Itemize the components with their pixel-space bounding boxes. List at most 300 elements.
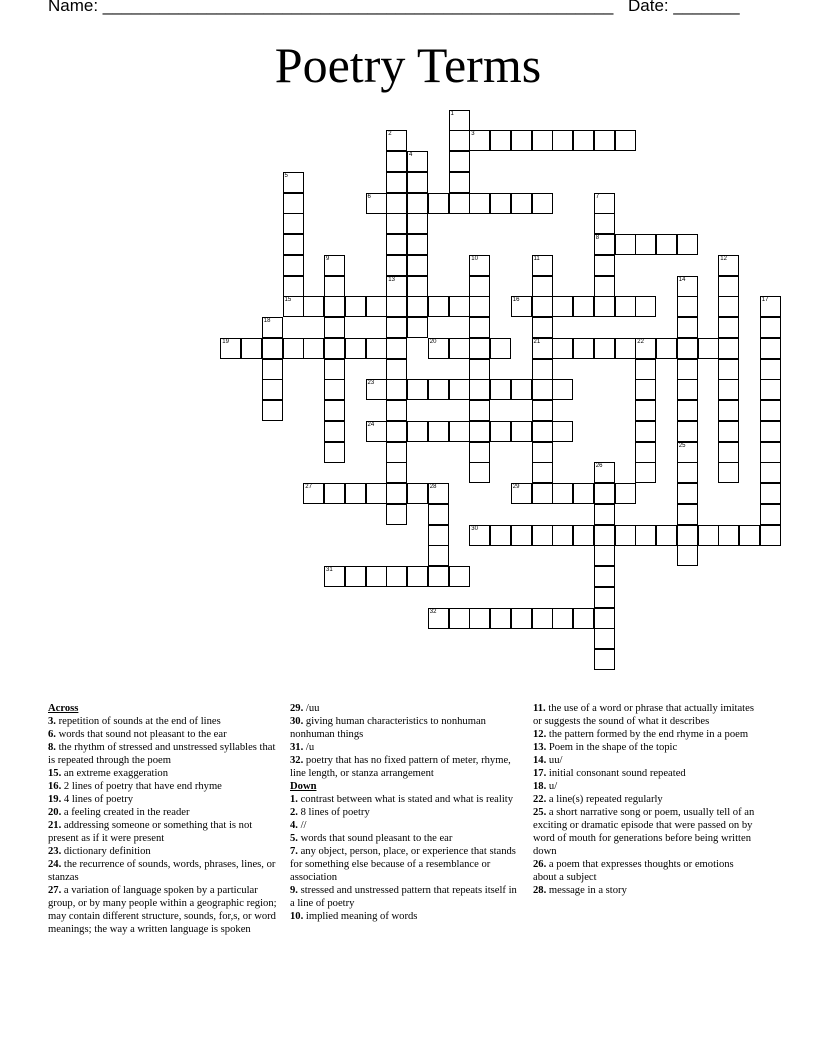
grid-cell[interactable] <box>594 276 615 297</box>
grid-cell[interactable] <box>283 276 304 297</box>
grid-cell[interactable] <box>760 359 781 380</box>
grid-cell[interactable] <box>718 379 739 400</box>
clue-number: 16. <box>48 781 62 792</box>
grid-cell[interactable] <box>615 130 636 151</box>
grid-cell[interactable] <box>407 317 428 338</box>
clue-number: 5. <box>290 833 298 844</box>
grid-cell[interactable] <box>490 193 511 214</box>
grid-cell[interactable] <box>324 255 345 276</box>
clue-text: a feeling created in the reader <box>63 807 190 818</box>
clue-number: 31 <box>326 567 333 573</box>
grid-cell[interactable] <box>677 234 698 255</box>
grid-cell[interactable] <box>490 525 511 546</box>
grid-cell[interactable] <box>262 317 283 338</box>
grid-cell[interactable] <box>386 442 407 463</box>
grid-cell[interactable] <box>656 234 677 255</box>
grid-cell[interactable] <box>469 276 490 297</box>
grid-cell[interactable] <box>677 483 698 504</box>
grid-cell[interactable] <box>677 545 698 566</box>
grid-cell[interactable] <box>760 525 781 546</box>
grid-cell[interactable] <box>490 130 511 151</box>
grid-cell[interactable] <box>635 338 656 359</box>
grid-cell[interactable] <box>469 400 490 421</box>
grid-cell[interactable] <box>490 379 511 400</box>
grid-cell[interactable] <box>635 421 656 442</box>
grid-cell[interactable] <box>594 566 615 587</box>
clue-number: 17. <box>533 768 547 779</box>
grid-cell[interactable] <box>303 338 324 359</box>
grid-cell[interactable] <box>386 421 407 442</box>
grid-cell[interactable] <box>407 421 428 442</box>
grid-cell[interactable] <box>469 193 490 214</box>
grid-cell[interactable] <box>615 234 636 255</box>
grid-cell[interactable] <box>386 130 407 151</box>
down-clue <box>533 780 758 793</box>
across-clue <box>48 819 283 845</box>
grid-cell[interactable] <box>760 504 781 525</box>
grid-cell[interactable] <box>386 379 407 400</box>
grid-cell[interactable] <box>407 566 428 587</box>
grid-cell[interactable] <box>449 566 470 587</box>
grid-cell[interactable] <box>449 172 470 193</box>
grid-cell[interactable] <box>386 276 407 297</box>
grid-cell[interactable] <box>407 213 428 234</box>
grid-cell[interactable] <box>428 504 449 525</box>
grid-cell[interactable] <box>469 359 490 380</box>
across-heading: Across <box>48 703 79 714</box>
grid-cell[interactable] <box>386 213 407 234</box>
grid-cell[interactable] <box>552 608 573 629</box>
grid-cell[interactable] <box>511 130 532 151</box>
grid-cell[interactable] <box>532 130 553 151</box>
across-clue <box>48 780 283 793</box>
grid-cell[interactable] <box>511 193 532 214</box>
down-clue <box>290 806 522 819</box>
grid-cell[interactable] <box>594 234 615 255</box>
grid-cell[interactable] <box>573 296 594 317</box>
grid-cell[interactable] <box>718 338 739 359</box>
grid-cell[interactable] <box>532 193 553 214</box>
grid-cell[interactable] <box>532 317 553 338</box>
grid-cell[interactable] <box>386 255 407 276</box>
grid-cell[interactable] <box>656 525 677 546</box>
grid-cell[interactable] <box>511 379 532 400</box>
grid-cell[interactable] <box>386 172 407 193</box>
clues-column-3 <box>533 702 758 897</box>
grid-cell[interactable] <box>760 296 781 317</box>
grid-cell[interactable] <box>635 400 656 421</box>
grid-cell[interactable] <box>407 296 428 317</box>
grid-cell[interactable] <box>552 483 573 504</box>
grid-cell[interactable] <box>469 462 490 483</box>
grid-cell[interactable] <box>469 255 490 276</box>
grid-cell[interactable] <box>407 151 428 172</box>
grid-cell[interactable] <box>469 296 490 317</box>
grid-cell[interactable] <box>428 379 449 400</box>
grid-cell[interactable] <box>677 421 698 442</box>
clue-number: 15. <box>48 768 62 779</box>
grid-cell[interactable] <box>677 338 698 359</box>
grid-cell[interactable] <box>324 276 345 297</box>
grid-cell[interactable] <box>532 400 553 421</box>
grid-cell[interactable] <box>386 400 407 421</box>
down-clue <box>290 845 522 884</box>
grid-cell[interactable] <box>386 566 407 587</box>
date-label: Date: _______ <box>628 0 740 15</box>
grid-cell[interactable] <box>532 421 553 442</box>
grid-cell[interactable] <box>594 587 615 608</box>
clue-text: words that sound pleasant to the ear <box>300 833 453 844</box>
grid-cell[interactable] <box>635 379 656 400</box>
clue-number: 21. <box>48 820 62 831</box>
grid-cell[interactable] <box>615 525 636 546</box>
grid-cell[interactable] <box>386 193 407 214</box>
grid-cell[interactable] <box>324 338 345 359</box>
grid-cell[interactable] <box>594 525 615 546</box>
grid-cell[interactable] <box>635 442 656 463</box>
grid-cell[interactable] <box>428 545 449 566</box>
grid-cell[interactable] <box>532 462 553 483</box>
grid-cell[interactable] <box>552 421 573 442</box>
grid-cell[interactable] <box>428 421 449 442</box>
grid-cell[interactable] <box>532 483 553 504</box>
grid-cell[interactable] <box>698 525 719 546</box>
grid-cell[interactable] <box>594 193 615 214</box>
grid-cell[interactable] <box>532 255 553 276</box>
grid-cell[interactable] <box>366 421 387 442</box>
clue-number: 28. <box>533 885 547 896</box>
grid-cell[interactable] <box>262 400 283 421</box>
clue-number: 4. <box>290 820 298 831</box>
grid-cell[interactable] <box>532 359 553 380</box>
grid-cell[interactable] <box>428 193 449 214</box>
grid-cell[interactable] <box>594 608 615 629</box>
grid-cell[interactable] <box>718 462 739 483</box>
grid-cell[interactable] <box>262 359 283 380</box>
grid-cell[interactable] <box>220 338 241 359</box>
grid-cell[interactable] <box>469 608 490 629</box>
grid-cell[interactable] <box>449 379 470 400</box>
grid-cell[interactable] <box>594 628 615 649</box>
grid-cell[interactable] <box>573 483 594 504</box>
grid-cell[interactable] <box>760 379 781 400</box>
clue-number: 15 <box>284 297 292 304</box>
grid-cell[interactable] <box>718 525 739 546</box>
grid-cell[interactable] <box>552 379 573 400</box>
clue-number: 9 <box>326 255 330 262</box>
grid-cell[interactable] <box>677 504 698 525</box>
grid-cell[interactable] <box>386 462 407 483</box>
grid-cell[interactable] <box>552 296 573 317</box>
grid-cell[interactable] <box>594 504 615 525</box>
grid-cell[interactable] <box>635 234 656 255</box>
grid-cell[interactable] <box>428 566 449 587</box>
clue-number: 8. <box>48 742 56 753</box>
grid-cell[interactable] <box>303 483 324 504</box>
grid-cell[interactable] <box>739 525 760 546</box>
grid-cell[interactable] <box>428 296 449 317</box>
grid-cell[interactable] <box>449 608 470 629</box>
grid-cell[interactable] <box>677 525 698 546</box>
grid-cell[interactable] <box>283 296 304 317</box>
clue-text: /uu <box>305 703 320 714</box>
grid-cell[interactable] <box>677 379 698 400</box>
grid-cell[interactable] <box>241 338 262 359</box>
grid-cell[interactable] <box>366 193 387 214</box>
clue-number: 13. <box>533 742 547 753</box>
grid-cell[interactable] <box>656 338 677 359</box>
grid-cell[interactable] <box>283 255 304 276</box>
grid-cell[interactable] <box>386 151 407 172</box>
grid-cell[interactable] <box>718 255 739 276</box>
clue-number: 1 <box>450 110 454 117</box>
grid-cell[interactable] <box>615 338 636 359</box>
down-clue <box>290 832 522 845</box>
grid-cell[interactable] <box>386 338 407 359</box>
grid-cell[interactable] <box>677 296 698 317</box>
grid-cell[interactable] <box>511 421 532 442</box>
grid-cell[interactable] <box>635 462 656 483</box>
clue-number: 12. <box>533 729 547 740</box>
grid-cell[interactable] <box>469 130 490 151</box>
grid-cell[interactable] <box>532 442 553 463</box>
grid-cell[interactable] <box>677 276 698 297</box>
grid-cell[interactable] <box>635 359 656 380</box>
clue-number: 17 <box>761 297 769 304</box>
grid-cell[interactable] <box>718 442 739 463</box>
grid-cell[interactable] <box>324 359 345 380</box>
grid-cell[interactable] <box>594 130 615 151</box>
grid-cell[interactable] <box>718 276 739 297</box>
grid-cell[interactable] <box>449 338 470 359</box>
grid-cell[interactable] <box>345 338 366 359</box>
clue-number: 19. <box>48 794 62 805</box>
across-clue <box>290 702 522 715</box>
clue-text: a line(s) repeated regularly <box>548 794 663 805</box>
grid-cell[interactable] <box>594 338 615 359</box>
clue-text: u/ <box>548 781 558 792</box>
grid-cell[interactable] <box>407 379 428 400</box>
grid-cell[interactable] <box>469 442 490 463</box>
grid-cell[interactable] <box>573 338 594 359</box>
grid-cell[interactable] <box>262 379 283 400</box>
grid-cell[interactable] <box>532 276 553 297</box>
across-clue <box>48 767 283 780</box>
grid-cell[interactable] <box>324 442 345 463</box>
grid-cell[interactable] <box>428 525 449 546</box>
grid-cell[interactable] <box>490 608 511 629</box>
grid-cell[interactable] <box>760 462 781 483</box>
across-clue <box>48 884 283 936</box>
grid-cell[interactable] <box>283 172 304 193</box>
clue-text: addressing someone or something that is not present as if it were present <box>48 820 253 844</box>
clue-number: 32 <box>429 608 437 615</box>
grid-cell[interactable] <box>760 338 781 359</box>
grid-cell[interactable] <box>386 296 407 317</box>
clue-number: 26 <box>595 463 603 470</box>
clue-number: 18. <box>533 781 547 792</box>
grid-cell[interactable] <box>407 255 428 276</box>
grid-cell[interactable] <box>345 566 366 587</box>
grid-cell[interactable] <box>677 317 698 338</box>
grid-cell[interactable] <box>345 296 366 317</box>
grid-cell[interactable] <box>386 234 407 255</box>
grid-cell[interactable] <box>366 379 387 400</box>
grid-cell[interactable] <box>511 525 532 546</box>
grid-cell[interactable] <box>594 213 615 234</box>
grid-cell[interactable] <box>386 483 407 504</box>
grid-cell[interactable] <box>345 483 366 504</box>
clue-number: 28 <box>429 484 437 490</box>
grid-cell[interactable] <box>677 442 698 463</box>
grid-cell[interactable] <box>262 338 283 359</box>
grid-cell[interactable] <box>324 379 345 400</box>
clue-number: 11 <box>533 255 540 262</box>
grid-cell[interactable] <box>324 400 345 421</box>
down-clue <box>290 884 522 910</box>
grid-cell[interactable] <box>532 296 553 317</box>
grid-cell[interactable] <box>677 359 698 380</box>
grid-cell[interactable] <box>428 338 449 359</box>
grid-cell[interactable] <box>760 317 781 338</box>
down-clue <box>290 793 522 806</box>
down-heading: Down <box>290 781 317 792</box>
grid-cell[interactable] <box>324 566 345 587</box>
grid-cell[interactable] <box>469 421 490 442</box>
grid-cell[interactable] <box>469 317 490 338</box>
across-clue <box>290 715 522 741</box>
clue-number: 6. <box>48 729 56 740</box>
clue-text: // <box>300 820 307 831</box>
grid-cell[interactable] <box>698 338 719 359</box>
grid-cell[interactable] <box>760 483 781 504</box>
grid-cell[interactable] <box>532 608 553 629</box>
grid-cell[interactable] <box>324 296 345 317</box>
grid-cell[interactable] <box>449 110 470 131</box>
clue-text: repetition of sounds at the end of lines <box>58 716 221 727</box>
grid-cell[interactable] <box>594 545 615 566</box>
clues-column-1 <box>48 702 283 936</box>
grid-cell[interactable] <box>760 400 781 421</box>
grid-cell[interactable] <box>594 483 615 504</box>
grid-cell[interactable] <box>386 504 407 525</box>
grid-cell[interactable] <box>552 525 573 546</box>
clue-text: any object, person, place, or experience that stands for something else because of a resemblance or association <box>290 846 516 883</box>
grid-cell[interactable] <box>428 608 449 629</box>
grid-cell[interactable] <box>511 483 532 504</box>
grid-cell[interactable] <box>573 525 594 546</box>
grid-cell[interactable] <box>283 213 304 234</box>
clue-number: 24. <box>48 859 62 870</box>
clue-text: contrast between what is stated and what is reality <box>300 794 514 805</box>
grid-cell[interactable] <box>283 234 304 255</box>
grid-cell[interactable] <box>594 649 615 670</box>
grid-cell[interactable] <box>324 483 345 504</box>
grid-cell[interactable] <box>615 296 636 317</box>
grid-cell[interactable] <box>532 338 553 359</box>
grid-cell[interactable] <box>552 130 573 151</box>
grid-cell[interactable] <box>469 338 490 359</box>
down-clue <box>290 819 522 832</box>
grid-cell[interactable] <box>366 566 387 587</box>
grid-cell[interactable] <box>635 525 656 546</box>
grid-cell[interactable] <box>449 193 470 214</box>
clue-number: 1. <box>290 794 298 805</box>
clues-column-2 <box>290 702 522 923</box>
clue-text: /u <box>305 742 315 753</box>
grid-cell[interactable] <box>594 296 615 317</box>
page-title: Poetry Terms <box>274 37 542 93</box>
grid-cell[interactable] <box>677 462 698 483</box>
clue-number: 22. <box>533 794 547 805</box>
grid-cell[interactable] <box>594 255 615 276</box>
grid-cell[interactable] <box>324 317 345 338</box>
grid-cell[interactable] <box>760 421 781 442</box>
grid-cell[interactable] <box>386 317 407 338</box>
grid-cell[interactable] <box>469 379 490 400</box>
grid-cell[interactable] <box>594 462 615 483</box>
grid-cell[interactable] <box>615 483 636 504</box>
grid-cell[interactable] <box>283 193 304 214</box>
grid-cell[interactable] <box>386 359 407 380</box>
clue-number: 7 <box>595 193 600 200</box>
grid-cell[interactable] <box>573 130 594 151</box>
grid-cell[interactable] <box>552 338 573 359</box>
grid-cell[interactable] <box>532 525 553 546</box>
grid-cell[interactable] <box>718 421 739 442</box>
grid-cell[interactable] <box>449 151 470 172</box>
grid-cell[interactable] <box>324 421 345 442</box>
grid-cell[interactable] <box>511 608 532 629</box>
grid-cell[interactable] <box>511 296 532 317</box>
grid-cell[interactable] <box>449 130 470 151</box>
clue-number: 10. <box>290 911 304 922</box>
grid-cell[interactable] <box>490 338 511 359</box>
grid-cell[interactable] <box>718 400 739 421</box>
grid-cell[interactable] <box>407 193 428 214</box>
grid-cell[interactable] <box>532 379 553 400</box>
grid-cell[interactable] <box>407 483 428 504</box>
clue-number: 11. <box>533 703 546 714</box>
grid-cell[interactable] <box>366 483 387 504</box>
grid-cell[interactable] <box>428 483 449 504</box>
grid-cell[interactable] <box>366 338 387 359</box>
clue-text: 4 lines of poetry <box>63 794 134 805</box>
grid-cell[interactable] <box>303 296 324 317</box>
grid-cell[interactable] <box>283 338 304 359</box>
grid-cell[interactable] <box>469 525 490 546</box>
grid-cell[interactable] <box>677 400 698 421</box>
grid-cell[interactable] <box>635 296 656 317</box>
across-clue <box>48 728 283 741</box>
grid-cell[interactable] <box>718 317 739 338</box>
grid-cell[interactable] <box>449 296 470 317</box>
grid-cell[interactable] <box>718 296 739 317</box>
grid-cell[interactable] <box>573 608 594 629</box>
grid-cell[interactable] <box>407 172 428 193</box>
grid-cell[interactable] <box>366 296 387 317</box>
grid-cell[interactable] <box>407 234 428 255</box>
grid-cell[interactable] <box>449 421 470 442</box>
grid-cell[interactable] <box>718 359 739 380</box>
clue-number: 23 <box>367 380 375 387</box>
clue-number: 4 <box>409 152 413 158</box>
grid-cell[interactable] <box>407 276 428 297</box>
grid-cell[interactable] <box>760 442 781 463</box>
grid-cell[interactable] <box>490 421 511 442</box>
clue-number: 12 <box>720 255 727 262</box>
clue-number: 16 <box>512 297 520 304</box>
